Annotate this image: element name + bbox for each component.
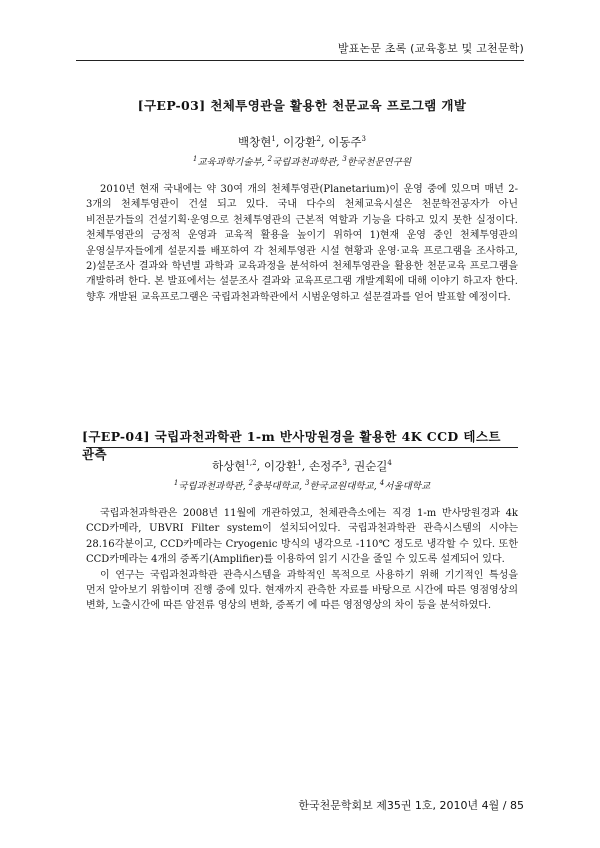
author-mark: 1	[271, 135, 276, 144]
author-mark: 4	[387, 459, 392, 468]
author-name: 손정주	[308, 459, 343, 473]
author-mark: 1,2	[245, 459, 257, 468]
affiliation-mark: 1	[192, 154, 198, 163]
author-mark: 3	[361, 135, 366, 144]
author-name: 이강환	[283, 135, 317, 149]
abstract-title: [구EP-03] 천체투영관을 활용한 천문교육 프로그램 개발	[137, 98, 467, 113]
abstract-title: [구EP-04] 국립과천과학관 1-m 반사망원경을 활용한 4K CCD 테스트 관측	[82, 429, 501, 462]
author-name: 이강환	[263, 459, 298, 473]
abstract-paragraph: 이 연구는 국립과천과학관 관측시스템을 과학적인 목적으로 사용하기 위해 기기적인 특성을 먼저 알아보기 위함이며 진행 중에 있다. 현재까지 관측한 자료를 바탕으로 시간에 따른 영점영상의 변화, 노출시간에 따른 암전류 영상의 변화, 증폭기 에 따른 영점영상의 차이 등을 분석하였다.	[86, 569, 518, 612]
affiliation-name: 서울대학교	[384, 481, 431, 492]
author-list: 백창현$^1$, 이강환$^2$, 이동주$^3$	[237, 135, 366, 149]
affiliation-name: 한국교원대학교	[309, 481, 374, 492]
header-rule	[76, 60, 524, 61]
author-name: 이동주	[328, 135, 362, 149]
title-rule	[86, 447, 518, 448]
author-mark: 2	[316, 135, 321, 144]
author-list: 하상현$^{1,2}$, 이강환$^1$, 손정주$^3$, 권순길$^4$	[212, 459, 392, 473]
affiliation-name: 국립과천과학관	[272, 157, 337, 168]
abstract-ep04-content	[86, 452, 518, 614]
abstract-body	[86, 182, 518, 305]
affiliation-name: 국립과천과학관	[178, 481, 243, 492]
affiliation-name: 충북대학교	[253, 481, 299, 492]
affiliation-mark: 3	[305, 478, 310, 487]
affiliation-mark: 1	[173, 478, 179, 487]
author-mark: 3	[342, 459, 347, 468]
affiliation-list: $^1$국립과천과학관, $^2$충북대학교, $^3$한국교원대학교, $^4$서울대학교	[173, 478, 431, 492]
abstract-paragraph: 2010년 현재 국내에는 약 30여 개의 천체투영관(Planetarium)이 운영 중에 있으며 매년 2-3개의 천체투영관이 건설 되고 있다. 국내 다수의 천체교육시설은 천문학전공자가 아닌 비전문가들의 건설기획·운영으로 천체투영관의 근본적 역할과 기능을 다하고 있지 못한 실정이다. 천체투영관의 긍정적 운영과 교육적 활용을 높이기 위하여 1)현재 운영 중인 천체투영관의 운영실무자들에게 설문지를 배포하여 각 천체투영관 시설 현황과 운영·교육 프로그램을 조사하고, 2)설문조사 결과와 학년별 과학과 교육과정을 분석하여 천체투영관을 활용한 천문교육 프로그램을 개발하려 한다. 본 발표에서는 설문조사 결과와 교육프로그램 개발계획에 대해 이야기 하고자 한다. 향후 개발된 교육프로그램은 국립과천과학관에서 시범운영하고 설문결과를 얻어 발표할 예정이다.	[86, 184, 518, 303]
author-name: 권순길	[354, 459, 388, 473]
author-name: 하상현	[212, 459, 246, 473]
affiliation-mark: 3	[342, 154, 347, 163]
abstract-ep03	[86, 96, 518, 305]
page-footer: 한국천문학회보 제35권 1호, 2010년 4월 / 85	[298, 799, 524, 812]
affiliation-mark: 2	[267, 154, 273, 163]
affiliation-mark: 2	[248, 478, 254, 487]
affiliation-name: 교육과학기술부	[197, 157, 262, 168]
author-mark: 1	[297, 459, 302, 468]
author-name: 백창현	[237, 135, 272, 149]
affiliation-name: 한국천문연구원	[346, 157, 412, 168]
abstract-paragraph: 국립과천과학관은 2008년 11월에 개관하였고, 천체관측소에는 직경 1-m 반사망원경과 4k CCD카메라, UBVRI Filter system이 설치되어있다. 국립과천과학관 관측시스템의 시야는 28.16각분이고, CCD카메라는 Cryogenic 방식의 냉각으로 -110℃ 정도로 냉각할 수 있다. 또한 CCD카메라는 4개의 증폭기(Amplifier)를 이용하여 읽기 시간을 줄일 수 있도록 설계되어 있다.	[86, 508, 518, 566]
affiliation-list: $^1$교육과학기술부, $^2$국립과천과학관, $^3$한국천문연구원	[192, 154, 412, 168]
abstract-body	[86, 506, 518, 614]
affiliation-mark: 4	[379, 478, 385, 487]
running-header: 발표논문 초록 (교육홍보 및 고천문학)	[337, 42, 524, 55]
